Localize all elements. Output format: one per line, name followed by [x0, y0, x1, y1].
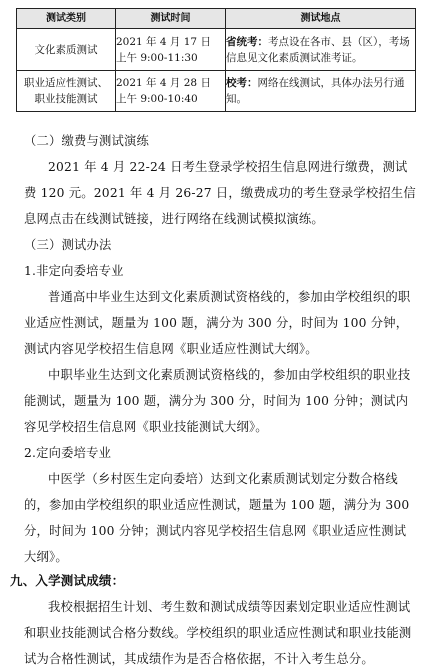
test-type-cell: [17, 71, 116, 112]
test-date: 2021 年 4 月 28 日: [116, 77, 211, 89]
test-location-cell: [226, 71, 416, 112]
table-row: [17, 29, 416, 71]
section-heading-scores: 九、入学测试成绩：: [10, 573, 125, 588]
section-heading-payment: （二）缴费与测试演练: [24, 134, 149, 148]
test-hours: 上午 9:00-11:30: [116, 51, 198, 64]
test-location-cell: [226, 29, 416, 71]
payment-paragraph: 2021 年 4 月 22-24 日考生登录学校招生信息网进行缴费，测试费 120 元。2021 年 4 月 26-27 日，缴费成功的考生登录学校招生信息网点击在线测试链接，进行网络在线测试模拟演练。: [24, 160, 416, 226]
location-text: 考点设在各市、县（区），考场信息见文化素质测试准考证。: [226, 35, 410, 64]
vocational-skill-paragraph: 中职毕业生达到文化素质测试资格线的，参加由学校组织的职业技能测试，题量为 100 题，满分为 300 分，时间为 100 分钟；测试内容见学校招生信息网《职业技能测试大纲》。: [24, 368, 411, 434]
directed-training-paragraph: 中医学（乡村医生定向委培）达到文化素质测试划定分数合格线的，参加由学校组织的职业适应性测试，题量为 100 题，满分为 300 分，时间为 100 分钟；测试内容见学校招生信息网《职业适应性测试大纲》。: [24, 472, 410, 564]
subheading-directed: 2.定向委培专业: [24, 446, 112, 460]
table-header-row: [17, 9, 416, 29]
header-test-time: 测试时间: [116, 9, 226, 29]
test-schedule-table: [16, 8, 416, 112]
test-time-cell: [116, 29, 226, 71]
location-text: 网络在线测试，具体办法另行通知。: [226, 77, 405, 105]
section-heading-test-method: （三）测试办法: [24, 238, 112, 252]
test-type-line: 职业技能测试: [34, 93, 98, 105]
subheading-non-directed: 1.非定向委培专业: [24, 264, 124, 278]
location-label: 省统考：: [226, 35, 268, 48]
test-time-cell: [116, 71, 226, 112]
test-type-cell: 文化素质测试: [17, 29, 116, 71]
header-test-type: 测试类别: [17, 9, 116, 29]
test-type-line: 职业适应性测试、: [24, 77, 108, 89]
location-label: 校考：: [226, 77, 258, 89]
scores-paragraph: 我校根据招生计划、考生数和测试成绩等因素划定职业适应性测试和职业技能测试合格分数线。学校组织的职业适应性测试和职业技能测试为合格性测试，其成绩作为是否合格依据，不计入考生总分。: [24, 600, 412, 666]
test-date: 2021 年 4 月 17 日: [116, 35, 211, 48]
header-test-location: 测试地点: [226, 9, 416, 29]
table-row: [17, 71, 416, 112]
test-hours: 上午 9:00-10:40: [116, 93, 198, 105]
vocational-aptitude-paragraph: 普通高中毕业生达到文化素质测试资格线的，参加由学校组织的职业适应性测试，题量为 100 题，满分为 300 分，时间为 100 分钟，测试内容见学校招生信息网《职业适应性测试大纲》。: [24, 290, 411, 356]
